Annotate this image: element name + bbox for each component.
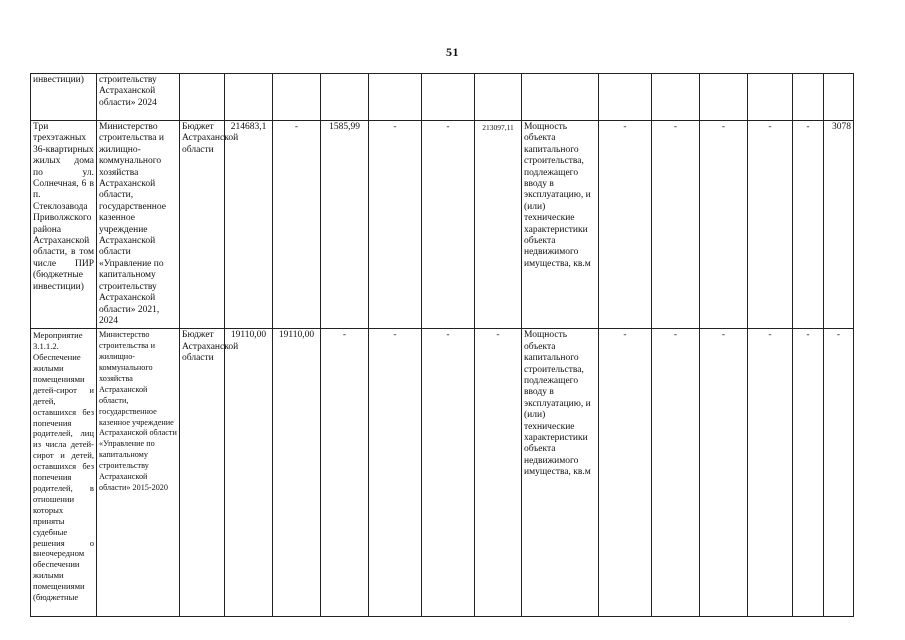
page-number: 51 — [446, 45, 459, 59]
executor-cell: Министерство строительства и жилищно-коммунального хозяйства Астраханской области, государственное казенное учреждение Астраханской области «Управление по капитальному строительству Астраханской области» 2021, 2024 — [97, 121, 180, 329]
value-cell: - — [475, 329, 522, 617]
target-cell: - — [652, 121, 700, 329]
table-row — [31, 74, 854, 121]
target-cell: - — [700, 329, 748, 617]
indicator-cell: Мощность объекта капитального строительства, подлежащего вводу в эксплуатацию, и (или) технические характеристики объекта недвижимого имущества, кв.м — [522, 329, 599, 617]
target-cell: - — [700, 121, 748, 329]
target-cell: - — [652, 329, 700, 617]
value-cell: 1585,99 — [321, 121, 369, 329]
indicator-cell: Мощность объекта капитального строительства, подлежащего вводу в эксплуатацию, и (или) технические характеристики объекта недвижимого имущества, кв.м — [522, 121, 599, 329]
value-cell — [475, 74, 522, 121]
target-cell: - — [599, 329, 652, 617]
value-cell — [369, 74, 422, 121]
target-cell: - — [599, 121, 652, 329]
value-cell — [273, 74, 321, 121]
target-cell: 3078 — [824, 121, 854, 329]
target-cell — [652, 74, 700, 121]
value-cell — [422, 74, 475, 121]
value-cell: 213097,11 — [475, 121, 522, 329]
target-cell — [599, 74, 652, 121]
event-name-cell: Мероприятие 3.1.1.2. Обеспечение жилыми помещениями детей-сирот и детей, оставшихся без попечения родителей, лиц из числа детей-сирот и детей, оставшихся без попечения родителей, в отношении которых приняты судебные решения о внеочередном обеспечении жилыми помещениями (бюджетные — [31, 329, 97, 617]
value-cell: - — [369, 121, 422, 329]
target-cell — [748, 74, 793, 121]
executor-cell: Министерство строительства и жилищно-коммунального хозяйства Астраханской области, государственное казенное учреждение Астраханской области «Управление по капитальному строительству Астраханской области» 2015-2020 — [97, 329, 180, 617]
source-cell: Бюджет Астраханской области — [180, 329, 225, 617]
value-cell: - — [321, 329, 369, 617]
value-cell: 19110,00 — [273, 329, 321, 617]
target-cell — [700, 74, 748, 121]
target-cell — [793, 74, 824, 121]
target-cell: - — [793, 329, 824, 617]
indicator-cell — [522, 74, 599, 121]
event-name-cell: Три трехэтажных 36-квартирных жилых дома по ул. Солнечная, 6 в п. Стеклозавода Приволжского района Астраханской области, в том числе ПИР (бюджетные инвестиции) — [31, 121, 97, 329]
value-cell: 214683,1 — [225, 121, 273, 329]
target-cell — [824, 74, 854, 121]
table-row — [31, 329, 854, 617]
target-cell: - — [824, 329, 854, 617]
program-table — [30, 73, 854, 617]
value-cell: - — [273, 121, 321, 329]
source-cell — [180, 74, 225, 121]
table-row — [31, 121, 854, 329]
source-cell: Бюджет Астраханской области — [180, 121, 225, 329]
value-cell — [225, 74, 273, 121]
value-cell: - — [422, 121, 475, 329]
target-cell: - — [748, 329, 793, 617]
value-cell: 19110,00 — [225, 329, 273, 617]
value-cell: - — [422, 329, 475, 617]
target-cell: - — [793, 121, 824, 329]
target-cell: - — [748, 121, 793, 329]
event-name-cell: инвестиции) — [31, 74, 97, 121]
value-cell: - — [369, 329, 422, 617]
value-cell — [321, 74, 369, 121]
executor-cell: строительству Астраханской области» 2024 — [97, 74, 180, 121]
